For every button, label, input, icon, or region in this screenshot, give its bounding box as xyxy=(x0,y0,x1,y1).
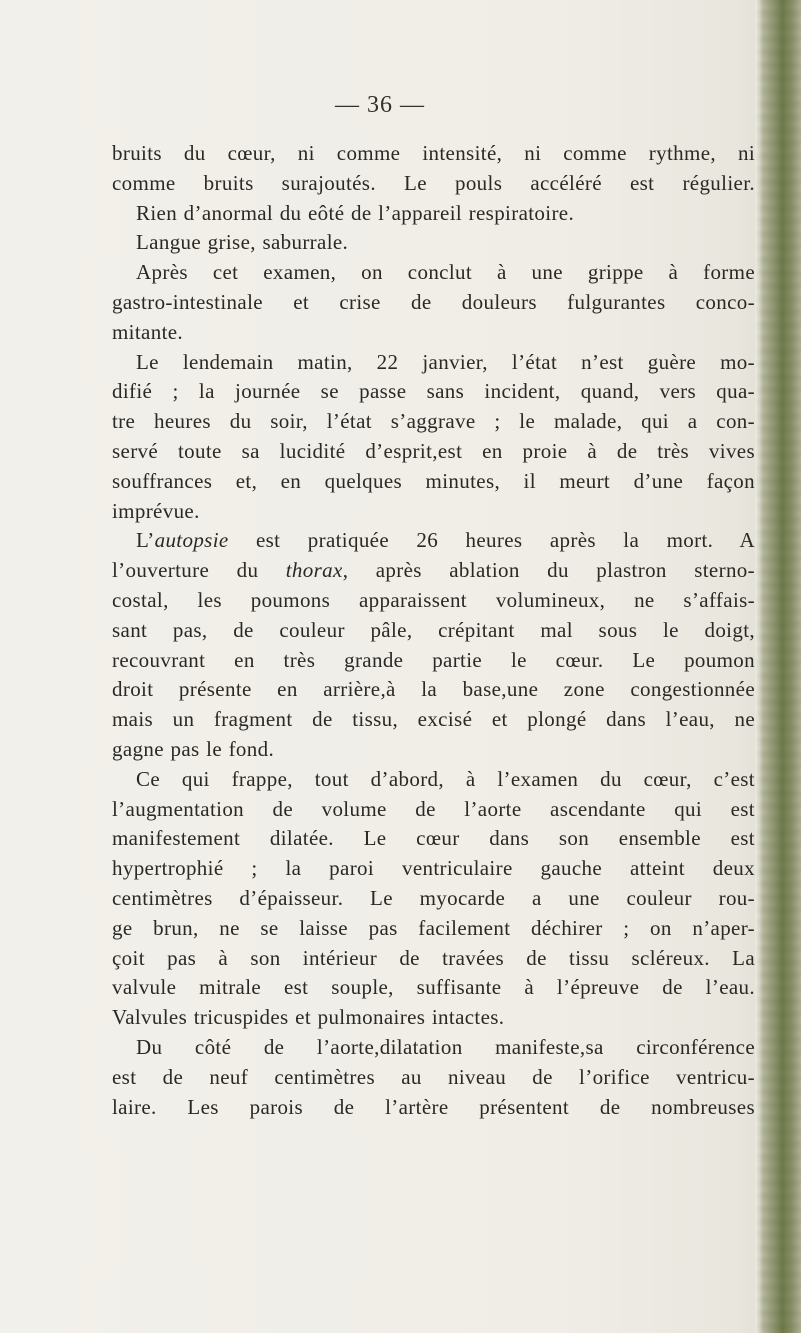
text-line-content: , après ablation du plastron sterno- xyxy=(342,558,755,583)
text-line-content: est de neuf centimètres au niveau de l’orifice ventricu- xyxy=(112,1064,755,1089)
text-line xyxy=(112,467,755,497)
text-line-content: droit présente en arrière,à la base,une zone congestionnée xyxy=(112,677,755,702)
text-line xyxy=(112,646,755,676)
text-line-content: mais un fragment de tissu, excisé et plongé dans l’eau, ne xyxy=(112,707,755,732)
text-line xyxy=(112,705,755,735)
text-line xyxy=(112,1093,755,1123)
text-line-content: Du côté de l’aorte,dilatation manifeste,sa circonférence xyxy=(136,1034,755,1059)
text-line-content: imprévue. xyxy=(112,498,200,523)
text-line-content: çoit pas à son intérieur de travées de tissu scléreux. La xyxy=(112,945,755,970)
text-line xyxy=(112,973,755,1003)
text-line xyxy=(112,1033,755,1063)
text-line xyxy=(112,944,755,974)
body-text xyxy=(112,139,755,1122)
text-line-content: l’augmentation de volume de l’aorte ascendante qui est xyxy=(112,796,755,821)
text-line-content: valvule mitrale est souple, suffisante à l’épreuve de l’eau. xyxy=(112,975,755,1000)
text-line-content: ge brun, ne se laisse pas facilement déchirer ; on n’aper- xyxy=(112,915,755,940)
text-line-content: manifestement dilatée. Le cœur dans son ensemble est xyxy=(112,826,755,851)
text-line xyxy=(112,795,755,825)
text-line xyxy=(112,377,755,407)
text-line xyxy=(112,854,755,884)
text-line xyxy=(112,318,755,348)
text-line-content: laire. Les parois de l’artère présentent de nombreuses xyxy=(112,1094,755,1119)
text-line xyxy=(112,675,755,705)
text-line-content: Langue grise, saburrale. xyxy=(136,230,349,255)
text-line xyxy=(112,914,755,944)
text-line xyxy=(112,1063,755,1093)
text-line-content: comme bruits surajoutés. Le pouls accéléré est régulier. xyxy=(112,170,755,195)
text-line xyxy=(112,765,755,795)
text-line-content: sant pas, de couleur pâle, crépitant mal sous le doigt, xyxy=(112,617,755,642)
text-line-content: Rien d’anormal du eôté de l’appareil respiratoire. xyxy=(136,200,575,225)
page-number: — 36 — xyxy=(335,92,425,118)
text-line xyxy=(112,824,755,854)
text-line-content: Le lendemain matin, 22 janvier, l’état n’est guère mo- xyxy=(136,349,755,374)
text-line-content: Après cet examen, on conclut à une grippe à forme xyxy=(136,260,755,285)
text-line xyxy=(112,407,755,437)
text-line xyxy=(112,139,755,169)
text-line-content: recouvrant en très grande partie le cœur. Le poumon xyxy=(112,647,755,672)
text-line xyxy=(112,258,755,288)
text-line xyxy=(112,199,755,229)
text-line-content: bruits du cœur, ni comme intensité, ni comme rythme, ni xyxy=(112,141,755,165)
text-line xyxy=(112,884,755,914)
text-line-content: mitante. xyxy=(112,319,184,344)
text-line xyxy=(112,526,755,556)
text-line-content: tre heures du soir, l’état s’aggrave ; le malade, qui a con- xyxy=(112,409,755,434)
text-line xyxy=(112,735,755,765)
text-line xyxy=(112,1003,755,1033)
text-line xyxy=(112,616,755,646)
text-line-content: centimètres d’épaisseur. Le myocarde a une couleur rou- xyxy=(112,885,755,910)
text-line xyxy=(112,169,755,199)
text-line xyxy=(112,288,755,318)
page-edge-binding xyxy=(755,0,801,1333)
text-line xyxy=(112,556,755,586)
text-line-content: servé toute sa lucidité d’esprit,est en proie à de très vives xyxy=(112,438,755,463)
italic-term: autopsie xyxy=(154,528,229,553)
text-line-content: costal, les poumons apparaissent volumineux, ne s’affais- xyxy=(112,587,755,612)
text-line-content: Ce qui frappe, tout d’abord, à l’examen du cœur, c’est xyxy=(136,766,755,791)
text-line xyxy=(112,228,755,258)
text-line xyxy=(112,586,755,616)
text-line-content: est pratiquée 26 heures après la mort. A xyxy=(228,528,755,553)
text-line xyxy=(112,437,755,467)
text-line xyxy=(112,497,755,527)
text-line-lead: L’ xyxy=(136,528,155,553)
text-line-content: hypertrophié ; la paroi ventriculaire gauche atteint deux xyxy=(112,856,755,881)
italic-term: thorax xyxy=(285,558,343,583)
text-line-content: gagne pas le fond. xyxy=(112,736,275,761)
text-line-content: Valvules tricuspides et pulmonaires intactes. xyxy=(112,1005,505,1030)
text-line-content: difié ; la journée se passe sans incident, quand, vers qua- xyxy=(112,379,755,404)
text-line-lead: l’ouverture du xyxy=(112,558,286,583)
text-line-content: souffrances et, en quelques minutes, il meurt d’une façon xyxy=(112,468,755,493)
text-line xyxy=(112,348,755,378)
text-line-content: gastro-intestinale et crise de douleurs fulgurantes conco- xyxy=(112,289,755,314)
